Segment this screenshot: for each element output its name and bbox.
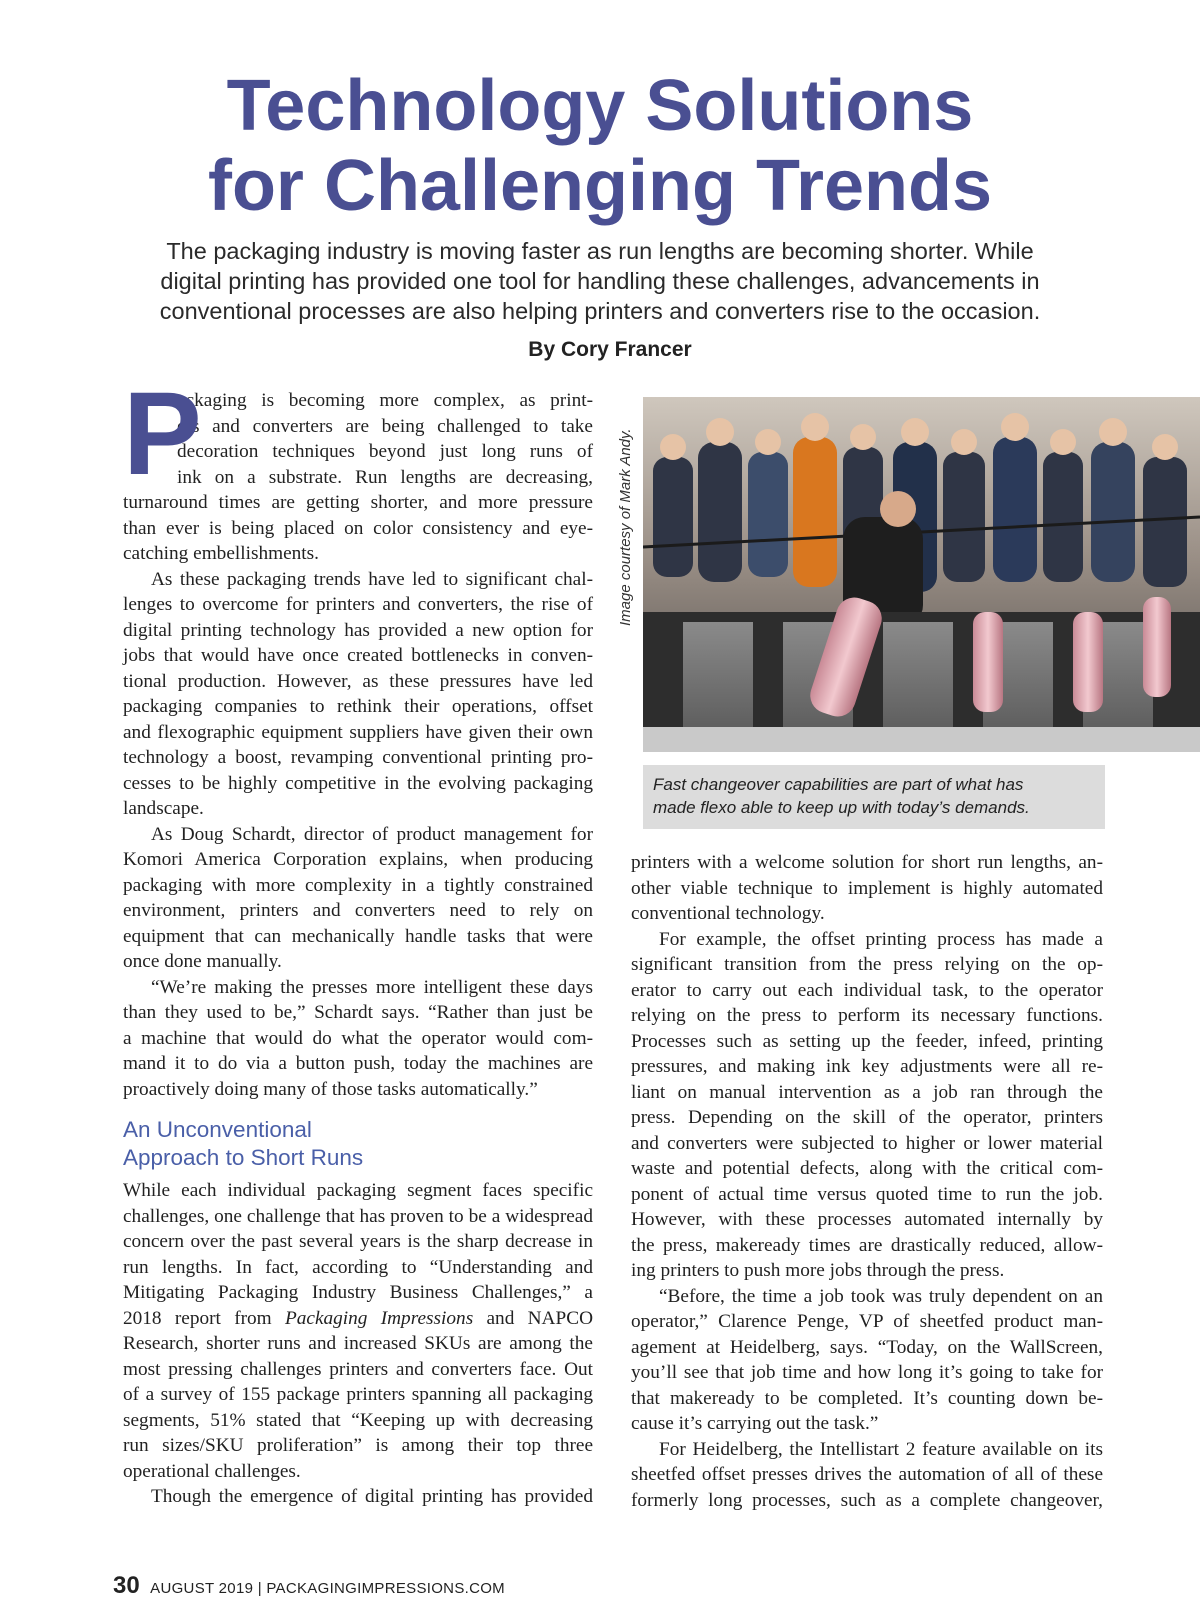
- text-line: challenges, one challenge that has proven to be a widespread: [123, 1205, 593, 1227]
- text-line: erator to carry out each individual task, to the operator: [631, 979, 1103, 1001]
- text-run: 2018 report from: [123, 1307, 285, 1329]
- text-line: relying on the press to perform its necessary functions.: [631, 1005, 1103, 1026]
- text-line: pressures, and making ink key adjustments were all re-: [631, 1056, 1103, 1077]
- text-line: ers and converters are being challenged to take: [177, 415, 593, 437]
- text-line: liant on manual intervention as a job ran through the: [631, 1081, 1103, 1103]
- headline-line: for Challenging Trends: [207, 146, 993, 226]
- text-line: Mitigating Packaging Industry Business Challenges,” a: [123, 1282, 593, 1303]
- subhead-line: An Unconventional: [123, 1117, 312, 1142]
- text-line: Processes such as setting up the feeder, infeed, printing: [631, 1030, 1103, 1052]
- text-line: of a survey of 155 package printers spanning all packaging: [123, 1384, 593, 1405]
- text-line: jobs that would have once created bottlenecks in conven-: [123, 645, 593, 666]
- left-column: [123, 368, 593, 1510]
- text-line: a machine that would do what the operator would com-: [123, 1027, 593, 1049]
- text-line: ing printers to push more jobs through the press.: [631, 1260, 1005, 1281]
- text-line: equipment that can mechanically handle tasks that were: [123, 925, 593, 947]
- text-line: and converters were subjected to higher or lower material: [631, 1132, 1103, 1154]
- text-line: than they used to be,” Schardt says. “Rather than just be: [123, 1002, 593, 1023]
- text-line: concern over the past several years is the sharp decrease in: [123, 1231, 593, 1252]
- paragraph: [123, 822, 593, 975]
- text-line: lenges to overcome for printers and converters, the rise of: [123, 594, 593, 615]
- paragraph: [631, 850, 1103, 927]
- page-footer: [113, 1572, 505, 1600]
- text-line: As Doug Schardt, director of product management for: [151, 823, 593, 845]
- text-line: landscape.: [123, 798, 204, 819]
- text-line: ink on a substrate. Run lengths are decreasing,: [177, 466, 593, 488]
- text-line: than ever is being placed on color consistency and eye-: [123, 517, 593, 539]
- text-line: For Heidelberg, the Intellistart 2 feature available on its: [659, 1438, 1103, 1460]
- text-line: cause it’s carrying out the task.”: [631, 1413, 879, 1434]
- text-line: [123, 1306, 593, 1332]
- footer-text: AUGUST 2019 | PACKAGINGIMPRESSIONS.COM: [150, 1580, 505, 1597]
- text-line: While each individual packaging segment faces specific: [123, 1180, 593, 1201]
- caption-line: Fast changeover capabilities are part of what has: [653, 775, 1024, 794]
- article-photo: [643, 397, 1200, 752]
- paragraph: [123, 1484, 593, 1510]
- text-line: mand it to do via a button push, today the machines are: [123, 1053, 593, 1074]
- text-line: digital printing technology has provided a new option for: [123, 619, 593, 641]
- text-line: As these packaging trends have led to significant chal-: [151, 568, 593, 590]
- text-line: most pressing challenges printers and converters face. Out: [123, 1358, 593, 1380]
- text-line: proactively doing many of those tasks automatically.”: [123, 1078, 538, 1100]
- text-line: agement at Heidelberg, says. “Today, on the WallScreen,: [631, 1336, 1103, 1358]
- subhead-line: Approach to Short Runs: [123, 1145, 364, 1170]
- text-line: other viable technique to implement is highly automated: [631, 877, 1103, 899]
- text-line: packaging companies to rethink their operations, offset: [123, 696, 593, 717]
- photo-caption: [643, 765, 1105, 829]
- page-number: 30: [113, 1572, 140, 1599]
- text-line: sheetfed offset presses drives the automation of all of these: [631, 1464, 1103, 1485]
- paragraph: [123, 567, 593, 822]
- text-line: “Before, the time a job took was truly dependent on an: [659, 1285, 1103, 1307]
- text-line: run lengths. In fact, according to “Understanding and: [123, 1256, 593, 1278]
- paragraph: [631, 1284, 1103, 1437]
- publication-title: Packaging Impressions: [284, 1307, 474, 1329]
- photo-credit-text: Image courtesy of Mark Andy.: [617, 428, 634, 626]
- photo-credit: [615, 400, 639, 630]
- press-demo-illustration: [643, 397, 1200, 752]
- caption-line: made flexo able to keep up with today’s demands.: [653, 798, 1030, 817]
- deck-line: The packaging industry is moving faster as run lengths are becoming shorter. While: [166, 238, 1034, 264]
- paragraph: [631, 927, 1103, 1284]
- drop-cap: P: [123, 368, 202, 500]
- section-subhead: [123, 1116, 593, 1172]
- text-line: For example, the offset printing process has made a: [659, 928, 1103, 950]
- paragraph: [123, 975, 593, 1103]
- text-run: and NAPCO: [473, 1307, 593, 1329]
- text-line: you’ll see that job time and how long it’s going to take for: [631, 1362, 1103, 1383]
- paragraph: [631, 1437, 1103, 1514]
- text-line: waste and potential defects, along with the critical com-: [631, 1158, 1103, 1179]
- article-headline: [0, 66, 1200, 226]
- text-line: decoration techniques beyond just long runs of: [177, 441, 593, 462]
- text-line: run sizes/SKU proliferation” is among their top three: [123, 1435, 593, 1456]
- text-line: turnaround times are getting shorter, and more pressure: [123, 492, 593, 513]
- text-line: ponent of actual time versus quoted time to run the job.: [631, 1183, 1103, 1205]
- text-line: Research, shorter runs and increased SKUs are among the: [123, 1333, 593, 1354]
- text-line: the press, makeready times are drastically reduced, allow-: [631, 1234, 1103, 1256]
- text-line: tional production. However, as these pressures have led: [123, 670, 593, 692]
- text-line: environment, printers and converters need to rely on: [123, 900, 593, 921]
- text-line: Though the emergence of digital printing has provided: [151, 1486, 593, 1507]
- text-line: printers with a welcome solution for short run lengths, an-: [631, 852, 1103, 873]
- text-line: cesses to be highly competitive in the evolving packaging: [123, 772, 593, 794]
- text-line: and flexographic equipment suppliers have given their own: [123, 721, 593, 743]
- text-line: packaging with more complexity in a tightly constrained: [123, 874, 593, 896]
- opening-paragraph: [123, 368, 593, 567]
- text-line: catching embellishments.: [123, 543, 319, 564]
- deck-line: conventional processes are also helping printers and converters rise to the occasion.: [159, 298, 1041, 324]
- right-column: [631, 850, 1103, 1513]
- text-line: that makeready to be completed. It’s counting down be-: [631, 1387, 1103, 1409]
- deck-line: digital printing has provided one tool for handling these challenges, advancements in: [160, 268, 1040, 294]
- text-line: ackaging is becoming more complex, as print-: [177, 390, 593, 411]
- text-line: conventional technology.: [631, 903, 825, 924]
- byline: By Cory Francer: [528, 338, 692, 361]
- text-line: technology a boost, revamping conventional printing pro-: [123, 747, 593, 768]
- paragraph: [123, 1178, 593, 1484]
- text-line: formerly long processes, such as a complete changeover,: [631, 1489, 1103, 1511]
- headline-line: Technology Solutions: [226, 66, 974, 146]
- text-line: “We’re making the presses more intelligent these days: [151, 976, 593, 998]
- text-line: press. Depending on the skill of the operator, printers: [631, 1107, 1103, 1128]
- text-line: operational challenges.: [123, 1460, 301, 1482]
- text-line: However, with these processes automated internally by: [631, 1209, 1103, 1230]
- article-deck: [100, 236, 1100, 326]
- text-line: Komori America Corporation explains, when producing: [123, 849, 593, 870]
- text-line: significant transition from the press relying on the op-: [631, 954, 1103, 975]
- text-line: segments, 51% stated that “Keeping up with decreasing: [123, 1409, 593, 1431]
- text-line: once done manually.: [123, 951, 282, 972]
- text-line: operator,” Clarence Penge, VP of sheetfed product man-: [631, 1311, 1103, 1332]
